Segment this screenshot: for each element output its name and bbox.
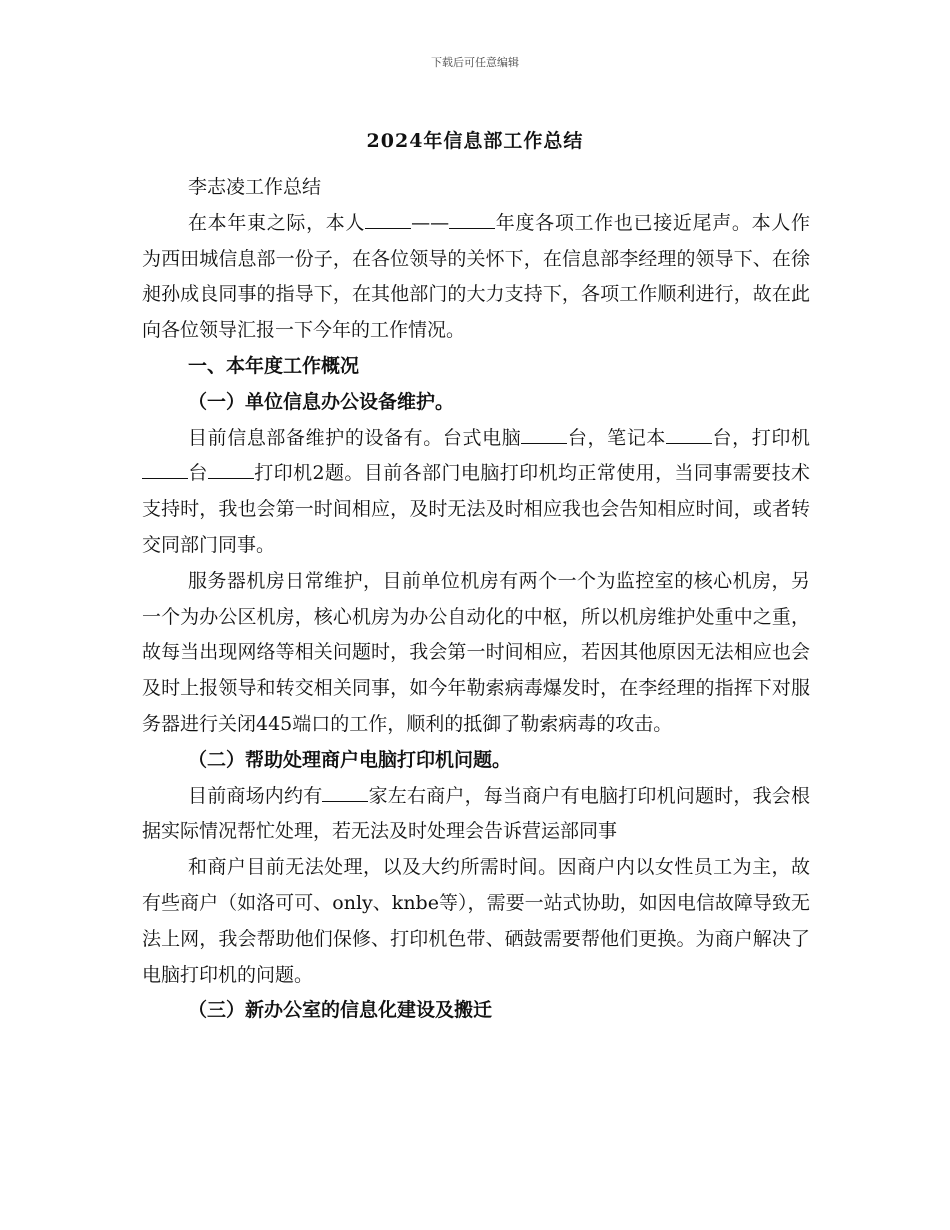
blank-underline — [365, 210, 411, 229]
paragraph-merchants: 目前商场内约有 家左右商户，每当商户有电脑打印机问题时，我会根据实际情况帮忙处理，若无法及时处理会告诉营运部同事 — [142, 784, 810, 843]
author-line: 李志凌工作总结 — [188, 176, 322, 198]
document-body — [142, 170, 810, 1029]
section-heading-1: 一、本年度工作概况 — [188, 354, 360, 377]
subsection-heading-2: （二）帮助处理商户电脑打印机问题。 — [188, 748, 512, 771]
page-header-note: 下载后可任意编辑 — [431, 56, 519, 69]
blank-underline — [666, 425, 712, 444]
intro-paragraph: 在本年東之际，本人 —— 年度各项工作也已接近尾声。本人作为西田城信息部一份子，在各位领导的关怀下，在信息部李经理的领导下、在徐昶孙成良同事的指导下，在其他部门的大力支持下，各项工作顺利进行，故在此向各位领导汇报一下今年的工作情况。 — [142, 211, 810, 342]
blank-underline — [322, 783, 368, 802]
paragraph-equipment: 目前信息部备维护的设备有。台式电脑 台，笔记本 台，打印机台 打印机2题。目前各部门电脑打印机均正常使用，当同事需要技术支持时，我也会第一时间相应，及时无法及时相应我也会告知相应时间，或者转交同部门同事。 — [142, 426, 810, 556]
blank-underline — [521, 425, 567, 444]
document-title: 2024年信息部工作总结 — [366, 130, 584, 152]
subsection-heading-3: （三）新办公室的信息化建设及搬迁 — [188, 999, 493, 1022]
paragraph-server-room: 服务器机房日常维护，目前单位机房有两个一个为监控室的核心机房，另一个为办公区机房，核心机房为办公自动化的中枢，所以机房维护处重中之重，故每当出现网络等相关问题时，我会第一时间相应，若因其他原因无法相应也会及时上报领导和转交相关同事，如今年勒索病毒爆发时，在李经理的指挥下对服务器进行关闭445端口的工作，顺利的抵御了勒索病毒的攻击。 — [142, 569, 810, 735]
subsection-heading-1: （一）单位信息办公设备维护。 — [188, 390, 455, 413]
blank-underline — [142, 460, 188, 479]
blank-underline — [449, 210, 495, 229]
paragraph-merchants-continued: 和商户目前无法处理，以及大约所需时间。因商户内以女性员工为主，故有些商户（如洛可可、only、knbe等），需要一站式协助，如因电信故障导致无法上网，我会帮助他们保修、打印机色带、硒鼓需要帮他们更换。为商户解决了电脑打印机的问题。 — [142, 856, 810, 986]
blank-underline — [208, 460, 254, 479]
